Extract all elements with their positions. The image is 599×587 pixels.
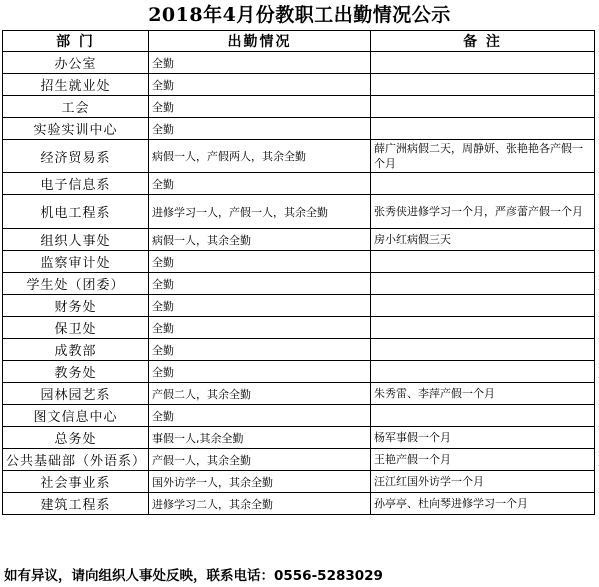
table-row <box>3 173 595 195</box>
note-cell: 杨军事假一个月 <box>371 427 595 449</box>
note-cell <box>371 405 595 427</box>
dept-cell: 图文信息中心 <box>3 405 149 427</box>
header-dept: 部 门 <box>3 31 149 52</box>
note-cell <box>371 339 595 361</box>
attendance-table <box>2 30 595 515</box>
table-row <box>3 251 595 273</box>
note-cell: 王艳产假一个月 <box>371 449 595 471</box>
dept-cell: 成教部 <box>3 339 149 361</box>
header-status: 出勤情况 <box>149 31 371 52</box>
note-cell: 薛广洲病假二天，周静妍、张艳艳各产假一个月 <box>371 140 595 173</box>
table-row <box>3 52 595 74</box>
dept-cell: 学生处（团委） <box>3 273 149 295</box>
dept-cell: 经济贸易系 <box>3 140 149 173</box>
note-cell <box>371 273 595 295</box>
status-cell: 国外访学一人，其余全勤 <box>149 471 371 493</box>
dept-cell: 园林园艺系 <box>3 383 149 405</box>
note-cell: 汪江红国外访学一个月 <box>371 471 595 493</box>
dept-cell: 保卫处 <box>3 317 149 339</box>
status-cell: 全勤 <box>149 405 371 427</box>
status-cell: 进修学习二人，其余全勤 <box>149 493 371 515</box>
table-row <box>3 295 595 317</box>
note-cell: 张秀侠进修学习一个月，严彦蕾产假一个月 <box>371 195 595 229</box>
footer-contact: 如有异议，请向组织人事处反映，联系电话：0556-5283029 <box>4 568 383 584</box>
dept-cell: 监察审计处 <box>3 251 149 273</box>
table-row <box>3 195 595 229</box>
header-note: 备 注 <box>371 31 595 52</box>
note-cell: 孙亭亭、杜向琴进修学习一个月 <box>371 493 595 515</box>
dept-cell: 机电工程系 <box>3 195 149 229</box>
status-cell: 事假一人,其余全勤 <box>149 427 371 449</box>
status-cell: 全勤 <box>149 173 371 195</box>
dept-cell: 公共基础部（外语系） <box>3 449 149 471</box>
note-cell <box>371 361 595 383</box>
status-cell: 产假二人，其余全勤 <box>149 383 371 405</box>
table-row <box>3 273 595 295</box>
dept-cell: 建筑工程系 <box>3 493 149 515</box>
note-cell: 朱秀雷、李萍产假一个月 <box>371 383 595 405</box>
dept-cell: 实验实训中心 <box>3 118 149 140</box>
note-cell <box>371 52 595 74</box>
table-row <box>3 449 595 471</box>
note-cell: 房小红病假三天 <box>371 229 595 251</box>
dept-cell: 电子信息系 <box>3 173 149 195</box>
status-cell: 全勤 <box>149 273 371 295</box>
note-cell <box>371 74 595 96</box>
dept-cell: 招生就业处 <box>3 74 149 96</box>
table-row <box>3 471 595 493</box>
dept-cell: 组织人事处 <box>3 229 149 251</box>
dept-cell: 财务处 <box>3 295 149 317</box>
status-cell: 病假一人，产假两人，其余全勤 <box>149 140 371 173</box>
note-cell <box>371 96 595 118</box>
table-row <box>3 339 595 361</box>
note-cell <box>371 295 595 317</box>
table-row <box>3 427 595 449</box>
status-cell: 产假一人，其余全勤 <box>149 449 371 471</box>
status-cell: 进修学习一人，产假一人，其余全勤 <box>149 195 371 229</box>
status-cell: 全勤 <box>149 52 371 74</box>
status-cell: 全勤 <box>149 96 371 118</box>
table-row <box>3 140 595 173</box>
dept-cell: 总务处 <box>3 427 149 449</box>
table-row <box>3 493 595 515</box>
table-row <box>3 96 595 118</box>
table-row <box>3 118 595 140</box>
status-cell: 全勤 <box>149 251 371 273</box>
dept-cell: 工会 <box>3 96 149 118</box>
table-row <box>3 383 595 405</box>
note-cell <box>371 118 595 140</box>
table-row <box>3 317 595 339</box>
status-cell: 全勤 <box>149 317 371 339</box>
table-row <box>3 229 595 251</box>
table-row <box>3 405 595 427</box>
status-cell: 全勤 <box>149 295 371 317</box>
status-cell: 全勤 <box>149 339 371 361</box>
note-cell <box>371 173 595 195</box>
status-cell: 全勤 <box>149 361 371 383</box>
dept-cell: 社会事业系 <box>3 471 149 493</box>
table-body <box>3 52 595 515</box>
status-cell: 病假一人，其余全勤 <box>149 229 371 251</box>
status-cell: 全勤 <box>149 118 371 140</box>
note-cell <box>371 251 595 273</box>
status-cell: 全勤 <box>149 74 371 96</box>
table-header-row <box>3 31 595 52</box>
table-row <box>3 361 595 383</box>
table-row <box>3 74 595 96</box>
note-cell <box>371 317 595 339</box>
dept-cell: 教务处 <box>3 361 149 383</box>
page-title: 2018年4月份教职工出勤情况公示 <box>148 4 451 26</box>
dept-cell: 办公室 <box>3 52 149 74</box>
